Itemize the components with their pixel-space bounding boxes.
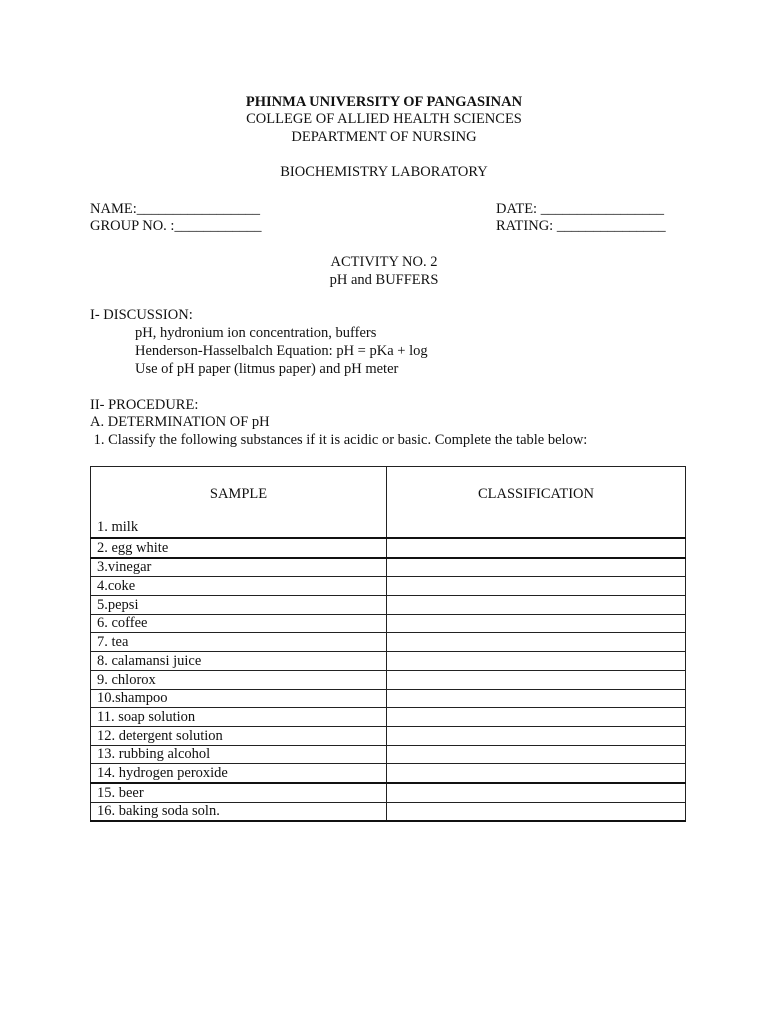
procedure-heading: II- PROCEDURE:	[90, 397, 199, 413]
sample-name: 11. soap solution	[91, 708, 387, 727]
sample-name: 9. chlorox	[91, 670, 387, 689]
discussion-heading: I- DISCUSSION:	[90, 307, 193, 323]
sample-name: 5.pepsi	[91, 596, 387, 615]
table-row	[91, 538, 686, 558]
activity-title: pH and BUFFERS	[329, 272, 439, 288]
sample-name: 1. milk	[97, 519, 139, 535]
table-row	[91, 670, 686, 689]
sample-name: 4.coke	[91, 577, 387, 596]
activity-number: ACTIVITY NO. 2	[330, 254, 438, 270]
sample-name: 15. beer	[91, 783, 387, 802]
rating-field: RATING: _______________	[496, 218, 666, 234]
table-row	[91, 577, 686, 596]
table-header-row	[91, 467, 686, 539]
classification-header-cell[interactable]	[387, 467, 686, 539]
table-row	[91, 689, 686, 708]
sample-name: 13. rubbing alcohol	[91, 745, 387, 764]
sample-name: 14. hydrogen peroxide	[91, 764, 387, 783]
discussion-item: Use of pH paper (litmus paper) and pH meter	[135, 361, 399, 377]
sample-column-header: SAMPLE	[209, 486, 268, 502]
classification-cell[interactable]	[387, 614, 686, 633]
classification-cell[interactable]	[387, 538, 686, 558]
sample-name: 6. coffee	[91, 614, 387, 633]
table-row	[91, 726, 686, 745]
classification-cell[interactable]	[387, 708, 686, 727]
sample-name: 2. egg white	[91, 538, 387, 558]
sample-name: 3.vinegar	[91, 558, 387, 577]
sample-name: 8. calamansi juice	[91, 652, 387, 671]
classification-cell[interactable]	[387, 783, 686, 802]
procedure-subheading: A. DETERMINATION OF pH	[90, 414, 270, 430]
table-row	[91, 802, 686, 821]
table-row	[91, 652, 686, 671]
table-row	[91, 596, 686, 615]
department-name: DEPARTMENT OF NURSING	[291, 129, 477, 145]
classification-cell[interactable]	[387, 745, 686, 764]
group-field: GROUP NO. :____________	[90, 218, 262, 234]
table-row	[91, 558, 686, 577]
classification-cell[interactable]	[387, 558, 686, 577]
table-row	[91, 708, 686, 727]
sample-header-cell	[91, 467, 387, 539]
classification-cell[interactable]	[387, 689, 686, 708]
classification-cell[interactable]	[387, 633, 686, 652]
classification-table	[90, 466, 686, 822]
sample-name: 10.shampoo	[91, 689, 387, 708]
discussion-item: pH, hydronium ion concentration, buffers	[135, 325, 377, 341]
table-row	[91, 783, 686, 802]
college-name: COLLEGE OF ALLIED HEALTH SCIENCES	[246, 111, 522, 127]
table-row	[91, 745, 686, 764]
sample-name: 16. baking soda soln.	[91, 802, 387, 821]
table-row	[91, 614, 686, 633]
classification-cell[interactable]	[387, 577, 686, 596]
date-field: DATE: _________________	[496, 201, 664, 217]
classification-column-header: CLASSIFICATION	[477, 486, 594, 502]
classification-cell[interactable]	[387, 670, 686, 689]
laboratory-title: BIOCHEMISTRY LABORATORY	[280, 164, 488, 180]
classification-cell[interactable]	[387, 764, 686, 783]
university-name: PHINMA UNIVERSITY OF PANGASINAN	[245, 94, 523, 110]
classification-cell[interactable]	[387, 652, 686, 671]
name-field: NAME:_________________	[90, 201, 260, 217]
sample-name: 12. detergent solution	[91, 726, 387, 745]
classification-cell[interactable]	[387, 726, 686, 745]
table-row	[91, 633, 686, 652]
classification-cell[interactable]	[387, 596, 686, 615]
table-row	[91, 764, 686, 783]
sample-name: 7. tea	[91, 633, 387, 652]
discussion-item: Henderson-Hasselbalch Equation: pH = pKa + log	[135, 343, 428, 359]
procedure-instruction: 1. Classify the following substances if it is acidic or basic. Complete the table below:	[90, 432, 588, 448]
classification-cell[interactable]	[387, 802, 686, 821]
